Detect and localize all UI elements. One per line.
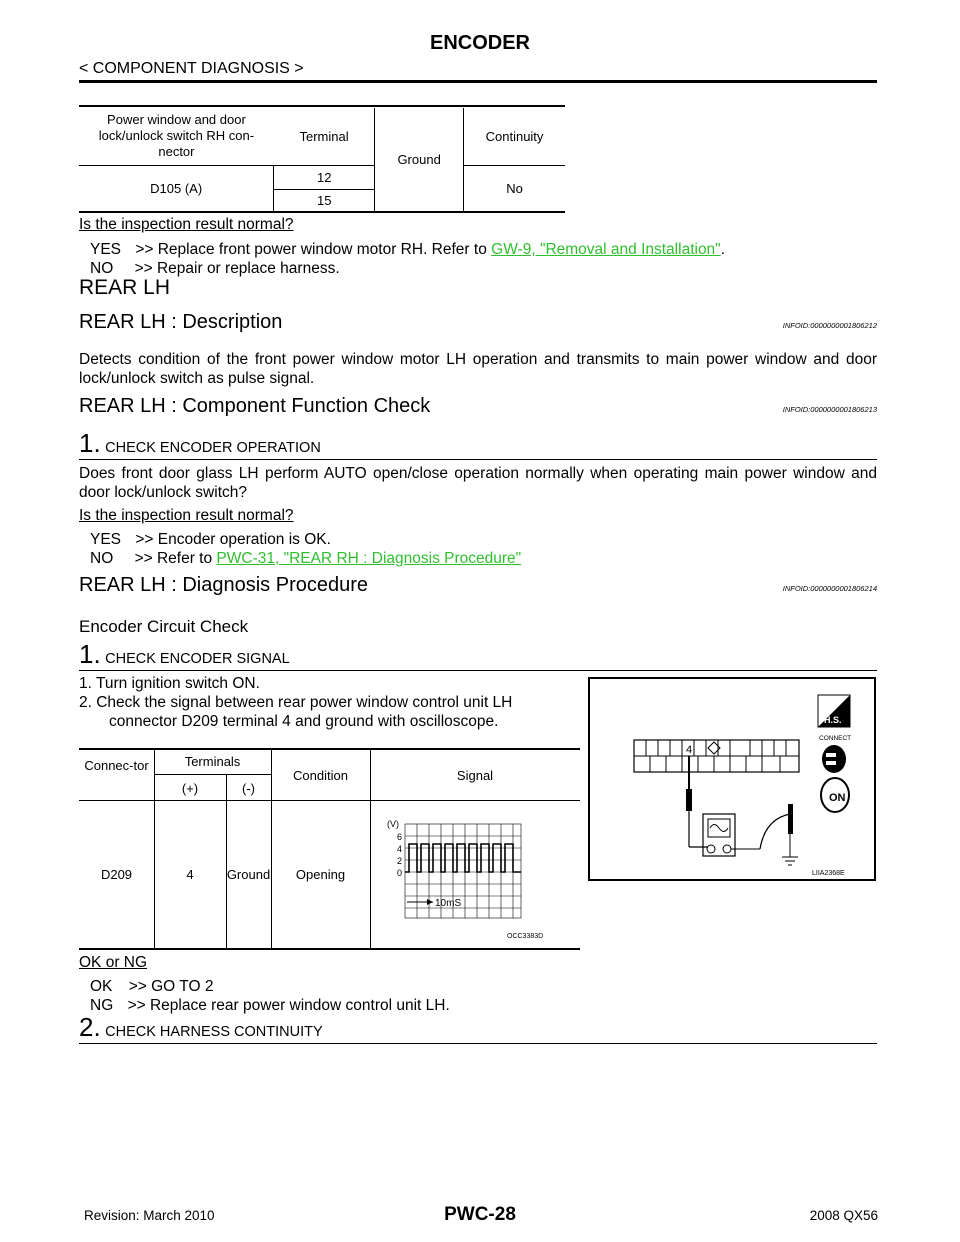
header-rule: [79, 80, 877, 83]
section-breadcrumb: < COMPONENT DIAGNOSIS >: [79, 60, 304, 77]
no-text: >> Refer to: [134, 550, 213, 567]
ground-cell: Ground: [375, 108, 464, 212]
ng-label: NG: [90, 997, 114, 1014]
connector-diagram: [590, 679, 874, 879]
col-header-signal: Signal: [456, 768, 494, 783]
col-header-minus: (-): [242, 781, 255, 796]
signal-table: [79, 748, 580, 950]
continuity-cell: No: [464, 165, 565, 212]
inspection-question: Is the inspection result normal?: [79, 216, 294, 233]
function-yes-row: [90, 530, 331, 549]
no-text: >> Repair or replace harness.: [134, 260, 340, 277]
ignition-on-label: ON: [829, 792, 846, 804]
minus-terminal-cell: Ground: [226, 867, 271, 882]
footer-revision: Revision: March 2010: [84, 1208, 215, 1223]
function-step-1: [79, 428, 321, 459]
condition-cell: Opening: [295, 867, 346, 882]
col-header-connector: Connec-tor: [84, 758, 149, 773]
col-header-continuity: Continuity: [485, 128, 544, 144]
diagnosis-step-1: [79, 639, 290, 670]
no-label: NO: [90, 550, 114, 567]
yes-text: >> Replace front power window motor RH. Refer to: [135, 241, 487, 258]
col-header-terminal: Terminal: [299, 128, 349, 144]
step-rule: [79, 459, 877, 460]
col-header-terminals: Terminals: [184, 754, 241, 769]
step-number: 2.: [79, 1012, 101, 1042]
function-check-text: Does front door glass LH perform AUTO open/close operation normally when operating main power window and door lock/unlock switch?: [79, 465, 877, 501]
description-infoid: INFOID:0000000001806212: [782, 321, 877, 330]
connector-figure: [588, 677, 876, 881]
step-number: 1.: [79, 428, 101, 458]
col-header-plus: (+): [181, 781, 199, 796]
ok-text: >> GO TO 2: [128, 978, 214, 995]
step-rule: [79, 1043, 877, 1044]
col-header-connector: Power window and door lock/unlock switch RH con-nector: [98, 112, 255, 160]
diagnosis-step-2: [79, 1012, 323, 1043]
removal-installation-link[interactable]: GW-9, "Removal and Installation": [491, 241, 721, 258]
function-no-row: [90, 549, 521, 568]
step-title: CHECK HARNESS CONTINUITY: [105, 1024, 323, 1040]
terminal-cell-12: 12: [274, 165, 375, 189]
page-number: PWC-28: [444, 1204, 516, 1225]
yes-tail: .: [720, 241, 725, 258]
connector-cell: D209: [100, 867, 133, 882]
function-question: Is the inspection result normal?: [79, 507, 294, 524]
instruction-2a: 2. Check the signal between rear power window control unit LH: [79, 694, 513, 711]
yes-text: >> Encoder operation is OK.: [135, 531, 331, 548]
step-number: 1.: [79, 639, 101, 669]
signal-waveform: [379, 818, 559, 943]
figure-label: LIIA2368E: [812, 870, 845, 877]
wave-figure-label: OCC3383D: [507, 933, 544, 940]
diagnosis-infoid: INFOID:0000000001806214: [782, 584, 877, 593]
connector-cell: D105 (A): [79, 165, 274, 212]
step-title: CHECK ENCODER OPERATION: [105, 440, 321, 456]
terminal-cell-15: 15: [274, 189, 375, 212]
description-text: Detects condition of the front power window motor LH operation and transmits to main power window and door lock/unlock switch as pulse signal.: [79, 351, 877, 387]
step-title: CHECK ENCODER SIGNAL: [105, 651, 290, 667]
col-header-condition: Condition: [293, 768, 348, 783]
description-heading: REAR LH : Description: [79, 311, 283, 333]
step-rule: [79, 670, 877, 671]
connect-label: CONNECT: [819, 735, 852, 742]
wave-tick-0: 0: [397, 868, 403, 878]
ok-ng-question: OK or NG: [79, 954, 148, 971]
terminal-number: 4: [686, 744, 693, 756]
diagnosis-procedure-link[interactable]: PWC-31, "REAR RH : Diagnosis Procedure": [216, 550, 522, 567]
instruction-2b: connector D209 terminal 4 and ground with oscilloscope.: [109, 713, 499, 730]
function-check-infoid: INFOID:0000000001806213: [782, 405, 877, 414]
wave-tick-2: 2: [397, 856, 403, 866]
yes-label: YES: [90, 531, 122, 548]
hs-label: H.S.: [824, 715, 842, 725]
footer-model: 2008 QX56: [809, 1208, 878, 1223]
diagnosis-heading: REAR LH : Diagnosis Procedure: [79, 574, 369, 596]
section-rear-lh: REAR LH: [79, 276, 171, 299]
plus-terminal-cell: 4: [186, 867, 194, 882]
ng-text: >> Replace rear power window control unit LH.: [127, 997, 450, 1014]
answer-yes-row: [90, 240, 725, 259]
instruction-1: 1. Turn ignition switch ON.: [79, 675, 260, 692]
ok-label: OK: [90, 978, 113, 995]
no-label: NO: [90, 260, 114, 277]
continuity-table: [79, 105, 565, 213]
yes-label: YES: [90, 241, 122, 258]
circuit-check-subheading: Encoder Circuit Check: [79, 617, 249, 636]
wave-time-label: 10mS: [435, 898, 462, 909]
wave-tick-6: 6: [397, 832, 403, 842]
wave-unit: (V): [387, 819, 399, 829]
page-title: ENCODER: [429, 32, 530, 54]
function-check-heading: REAR LH : Component Function Check: [79, 395, 431, 417]
wave-tick-4: 4: [397, 844, 403, 854]
ok-row: [90, 977, 213, 996]
